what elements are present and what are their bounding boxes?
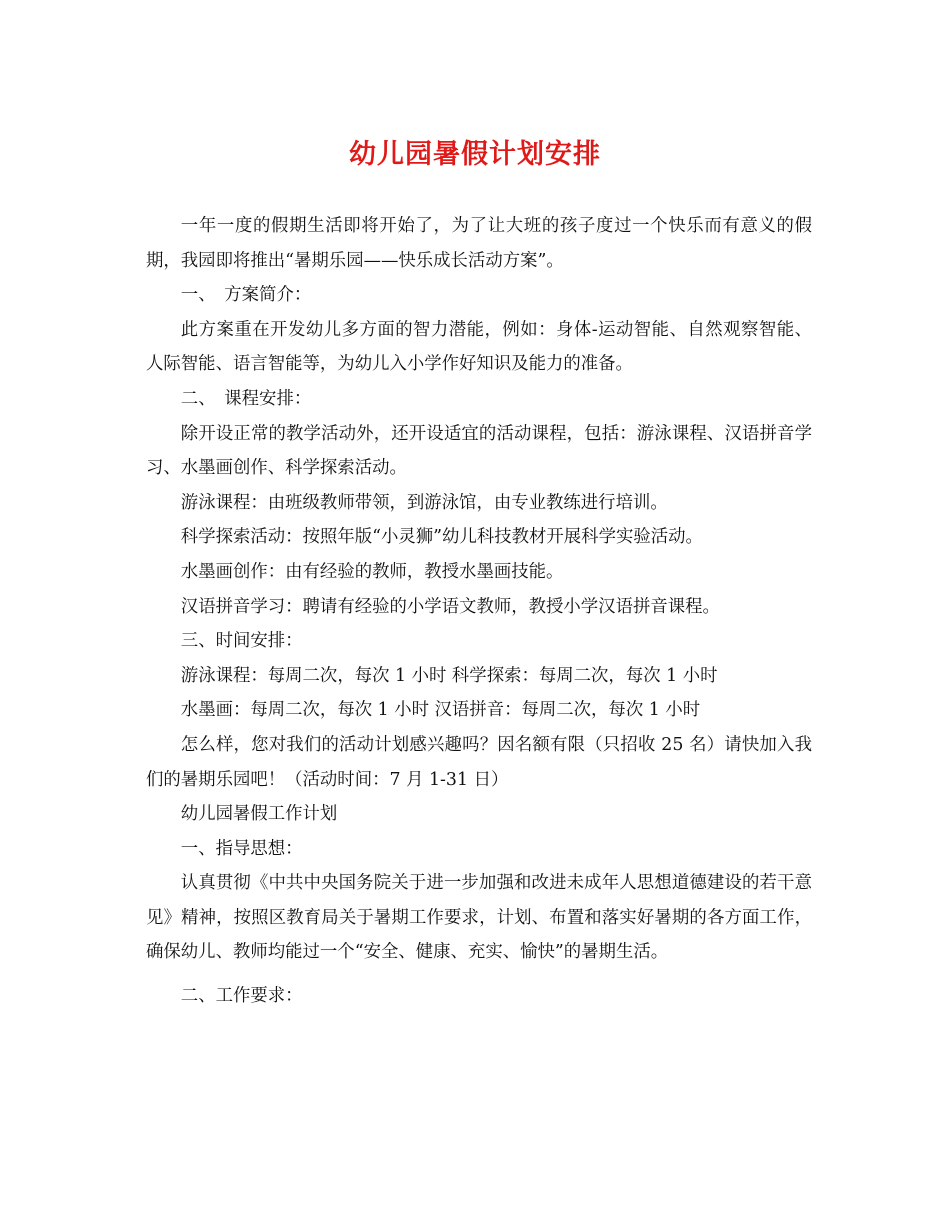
pinyin-course-paragraph: 汉语拼音学习：聘请有经验的小学语文教师，教授小学汉语拼音课程。 — [180, 596, 720, 617]
section-heading-courses: 二、 课程安排： — [180, 388, 312, 409]
section-heading-guiding-thought: 一、指导思想： — [180, 838, 303, 859]
science-course-paragraph: 科学探索活动：按照年版“小灵狮”幼儿科技教材开展科学实验活动。 — [180, 527, 703, 548]
schedule-line-1: 游泳课程：每周二次，每次 1 小时 科学探索：每周二次，每次 1 小时 — [180, 665, 718, 686]
intro-paragraph: 一年一度的假期生活即将开始了，为了让大班的孩子度过一个快乐而有意义的假期，我园即将推出“暑期乐园——快乐成长活动方案”。 — [146, 216, 812, 271]
guiding-thought-paragraph: 认真贯彻《中共中央国务院关于进一步加强和改进未成年人思想道德建设的若干意见》精神，按照区教育局关于暑期工作要求，计划、布置和落实好暑期的各方面工作，确保幼儿、教师均能过一个“安全、健康、充实、愉快”的暑期生活。 — [146, 873, 812, 963]
schedule-line-2: 水墨画：每周二次，每次 1 小时 汉语拼音：每周二次，每次 1 小时 — [180, 700, 701, 721]
section-heading-schedule: 三、时间安排： — [180, 631, 303, 652]
subtitle-work-plan: 幼儿园暑假工作计划 — [180, 804, 338, 825]
overview-paragraph: 此方案重在开发幼儿多方面的智力潜能，例如：身体-运动智能、自然观察智能、人际智能、语言智能等，为幼儿入小学作好知识及能力的准备。 — [146, 319, 812, 375]
section-heading-overview: 一、 方案简介： — [180, 285, 312, 306]
page-title: 幼儿园暑假计划安排 — [349, 139, 601, 170]
invitation-paragraph: 怎么样，您对我们的活动计划感兴趣吗？因名额有限（只招收 25 名）请快加入我们的暑期乐园吧！（活动时间：7 月 1-31 日） — [146, 734, 812, 790]
document-body — [146, 209, 812, 1014]
swimming-course-paragraph: 游泳课程：由班级教师带领，到游泳馆，由专业教练进行培训。 — [180, 492, 668, 513]
section-heading-work-requirements: 二、工作要求： — [180, 986, 303, 1007]
courses-paragraph: 除开设正常的教学活动外，还开设适宜的活动课程，包括：游泳课程、汉语拼音学习、水墨画创作、科学探索活动。 — [146, 423, 812, 479]
ink-painting-course-paragraph: 水墨画创作：由有经验的教师，教授水墨画技能。 — [180, 561, 564, 582]
